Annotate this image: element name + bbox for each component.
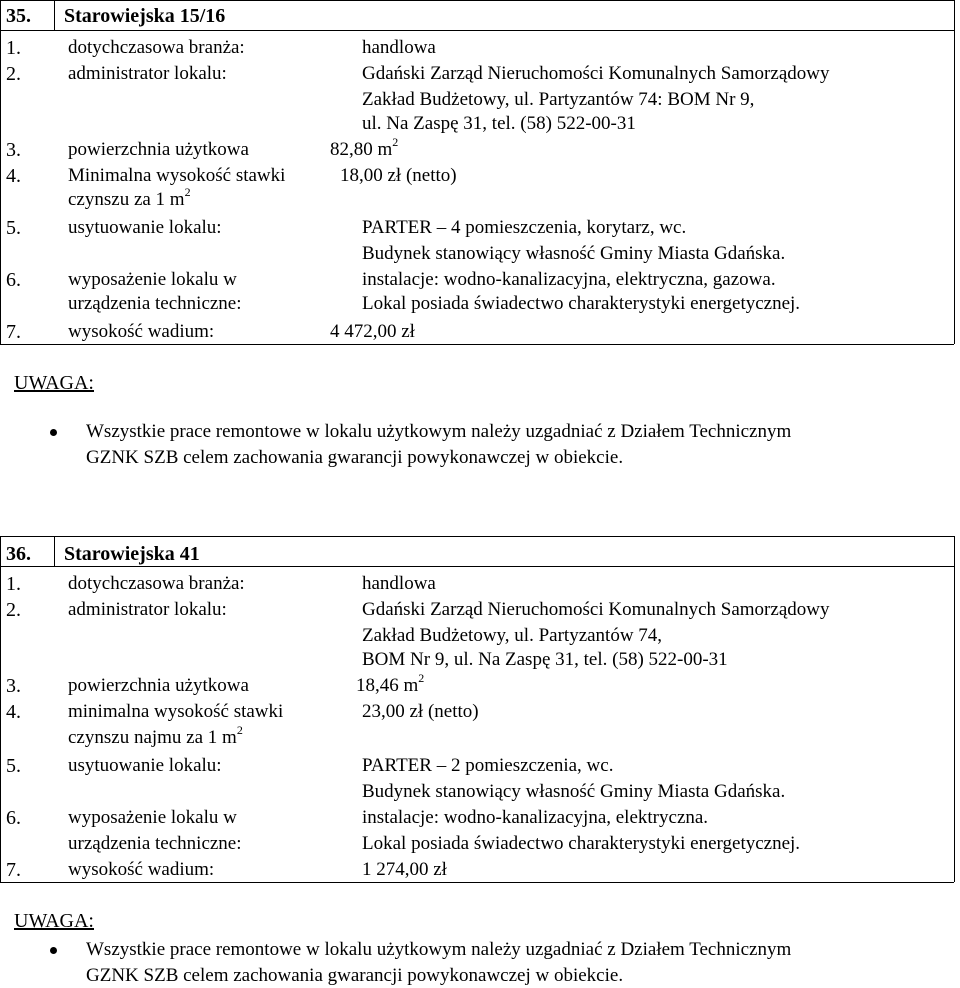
row-label: wysokość wadium: (68, 859, 215, 880)
row-label: dotychczasowa branża: (68, 37, 245, 58)
row-value: BOM Nr 9, ul. Na Zaspę 31, tel. (58) 522-00-31 (362, 649, 728, 670)
row-number: 6. (6, 269, 21, 291)
row-value: Zakład Budżetowy, ul. Partyzantów 74, (362, 625, 663, 646)
row-number: 2. (6, 63, 21, 85)
row-number: 1. (6, 573, 21, 595)
row-label: usytuowanie lokalu: (68, 217, 222, 238)
row-number: 3. (6, 139, 21, 161)
row-value: ul. Na Zaspę 31, tel. (58) 522-00-31 (362, 113, 636, 134)
note-text: GZNK SZB celem zachowania gwarancji powykonawczej w obiekcie. (86, 965, 624, 986)
row-label: usytuowanie lokalu: (68, 755, 222, 776)
row-value: Gdański Zarząd Nieruchomości Komunalnych Samorządowy (362, 63, 830, 84)
row-value: 4 472,00 zł (330, 321, 415, 342)
row-label: wyposażenie lokalu w (68, 807, 237, 828)
entry-36 (0, 536, 960, 988)
row-value: 18,46 $m^2$ (356, 671, 425, 696)
row-label: urządzenia techniczne: (68, 833, 242, 854)
row-number: 7. (6, 859, 21, 881)
row-label: czynszu za 1 $m^2$ (68, 185, 191, 210)
row-label: urządzenia techniczne: (68, 293, 242, 314)
row-label: czynszu najmu za 1 $m^2$ (68, 723, 243, 748)
row-value: 23,00 zł (netto) (362, 701, 479, 722)
entry-number: 36. (6, 543, 31, 565)
row-number: 2. (6, 599, 21, 621)
bullet-icon (50, 429, 57, 436)
row-value: PARTER – 4 pomieszczenia, korytarz, wc. (362, 217, 687, 238)
row-value: Zakład Budżetowy, ul. Partyzantów 74: BOM Nr 9, (362, 89, 755, 110)
note-text: Wszystkie prace remontowe w lokalu użytkowym należy uzgadniać z Działem Technicznym (86, 421, 792, 442)
row-value: handlowa (362, 37, 436, 58)
row-number: 4. (6, 701, 21, 723)
note-heading: UWAGA: (14, 910, 94, 932)
row-label: administrator lokalu: (68, 63, 227, 84)
row-number: 5. (6, 755, 21, 777)
row-value: instalacje: wodno-kanalizacyjna, elektryczna, gazowa. (362, 269, 776, 290)
row-label: dotychczasowa branża: (68, 573, 245, 594)
entry-number: 35. (6, 5, 31, 27)
row-number: 4. (6, 165, 21, 187)
row-label: powierzchnia użytkowa (68, 675, 249, 696)
row-value: 1 274,00 zł (362, 859, 447, 880)
row-label: minimalna wysokość stawki (68, 701, 284, 722)
row-value: Lokal posiada świadectwo charakterystyki energetycznej. (362, 833, 801, 854)
row-value: 82,80 $m^2$ (330, 135, 399, 160)
entry-address: Starowiejska 41 (64, 543, 200, 565)
row-value: Budynek stanowiący własność Gminy Miasta Gdańska. (362, 781, 786, 802)
entry-address: Starowiejska 15/16 (64, 5, 226, 27)
row-number: 1. (6, 37, 21, 59)
row-label: wyposażenie lokalu w (68, 269, 237, 290)
note-heading: UWAGA: (14, 372, 94, 394)
row-value: instalacje: wodno-kanalizacyjna, elektryczna. (362, 807, 709, 828)
row-value: PARTER – 2 pomieszczenia, wc. (362, 755, 614, 776)
row-value: Budynek stanowiący własność Gminy Miasta Gdańska. (362, 243, 786, 264)
bullet-icon (50, 947, 57, 954)
row-number: 3. (6, 675, 21, 697)
note-text: GZNK SZB celem zachowania gwarancji powykonawczej w obiekcie. (86, 447, 624, 468)
row-value: Lokal posiada świadectwo charakterystyki energetycznej. (362, 293, 801, 314)
row-number: 5. (6, 217, 21, 239)
row-label: powierzchnia użytkowa (68, 139, 249, 160)
row-label: Minimalna wysokość stawki (68, 165, 286, 186)
row-label: administrator lokalu: (68, 599, 227, 620)
row-number: 7. (6, 321, 21, 343)
row-label: wysokość wadium: (68, 321, 215, 342)
row-value: handlowa (362, 573, 436, 594)
row-number: 6. (6, 807, 21, 829)
note-text: Wszystkie prace remontowe w lokalu użytkowym należy uzgadniać z Działem Technicznym (86, 939, 792, 960)
row-value: 18,00 zł (netto) (340, 165, 457, 186)
row-value: Gdański Zarząd Nieruchomości Komunalnych Samorządowy (362, 599, 830, 620)
